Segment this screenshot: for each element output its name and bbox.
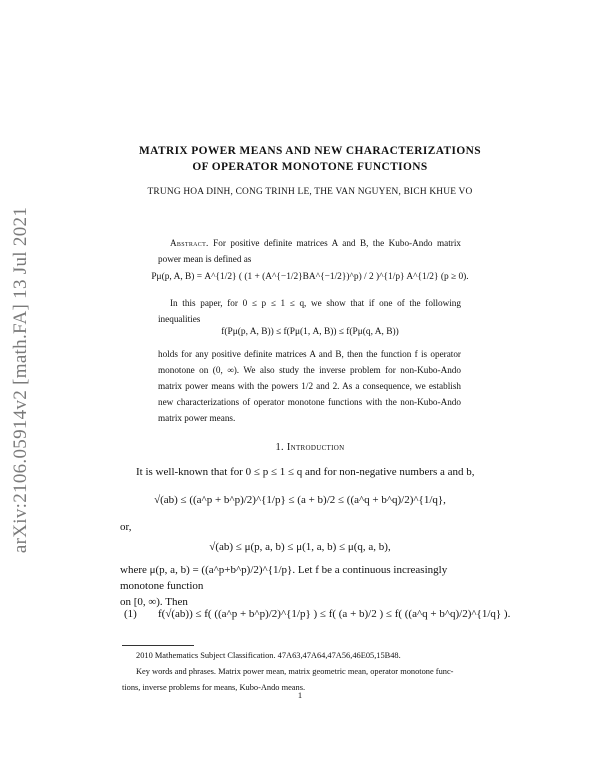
msc-footnote: 2010 Mathematics Subject Classification. 47A63,47A64,47A56,46E05,15B48.	[136, 651, 401, 660]
arxiv-stamp: arXiv:2106.05914v2 [math.FA] 13 Jul 2021	[10, 206, 32, 554]
abstract-paragraph-1: Abstract. For positive definite matrices A and B, the Kubo-Ando matrix power mean is defined as	[158, 238, 462, 264]
footnote-rule	[122, 645, 194, 646]
equation-number: (1)	[124, 608, 137, 620]
title-line-2: OF OPERATOR MONOTONE FUNCTIONS	[192, 161, 428, 173]
author-list: TRUNG HOA DINH, CONG TRINH LE, THE VAN NGUYEN, BICH KHUE VO	[147, 187, 473, 197]
page-number: 1	[297, 690, 303, 700]
intro-paragraph-2: where μ(p, a, b) = ((a^p+b^p)/2)^{1/p}. Let f be a continuous increasingly monotone function on [0, ∞). Then	[120, 564, 448, 608]
title-line-1: MATRIX POWER MEANS AND NEW CHARACTERIZATIONS	[139, 145, 481, 157]
intro-equation-3: f(√(ab)) ≤ f( ((a^p + b^p)/2)^{1/p} ) ≤ f( (a + b)/2 ) ≤ f( ((a^q + b^q)/2)^{1/q} ).	[158, 608, 511, 620]
intro-equation-1: √(ab) ≤ ((a^p + b^p)/2)^{1/p} ≤ (a + b)/2 ≤ ((a^q + b^q)/2)^{1/q},	[154, 494, 446, 506]
intro-paragraph-1: It is well-known that for 0 ≤ p ≤ 1 ≤ q and for non-negative numbers a and b,	[136, 466, 475, 478]
section-heading: 1. Introduction	[275, 442, 345, 453]
abstract-heading: Abstract.	[170, 238, 209, 248]
intro-equation-2: √(ab) ≤ μ(p, a, b) ≤ μ(1, a, b) ≤ μ(q, a, b),	[209, 541, 391, 553]
abstract-paragraph-2: In this paper, for 0 ≤ p ≤ 1 ≤ q, we show that if one of the following inequalities	[158, 298, 461, 324]
intro-or: or,	[120, 521, 132, 533]
abstract-paragraph-3: holds for any positive definite matrices A and B, then the function f is operator monotone on (0, ∞). We also study the inverse problem for non-Kubo-Ando matrix power means with the powers 1/2 and 2. As a consequence, we establish new characterizations of operator monotone functions with the non-Kubo-Ando matrix power means.	[158, 349, 461, 423]
paper-title	[100, 143, 520, 175]
keywords-footnote: Key words and phrases. Matrix power mean, matrix geometric mean, operator monotone func- tions, inverse problems for means, Kubo-Ando means.	[122, 667, 454, 692]
abstract-equation-1: Pμ(p, A, B) = A^{1/2} ( (1 + (A^{−1/2}BA^{−1/2})^p) / 2 )^{1/p} A^{1/2} (p ≥ 0).	[151, 272, 469, 282]
abstract-equation-2: f(Pμ(p, A, B)) ≤ f(Pμ(1, A, B)) ≤ f(Pμ(q, A, B))	[221, 327, 399, 337]
